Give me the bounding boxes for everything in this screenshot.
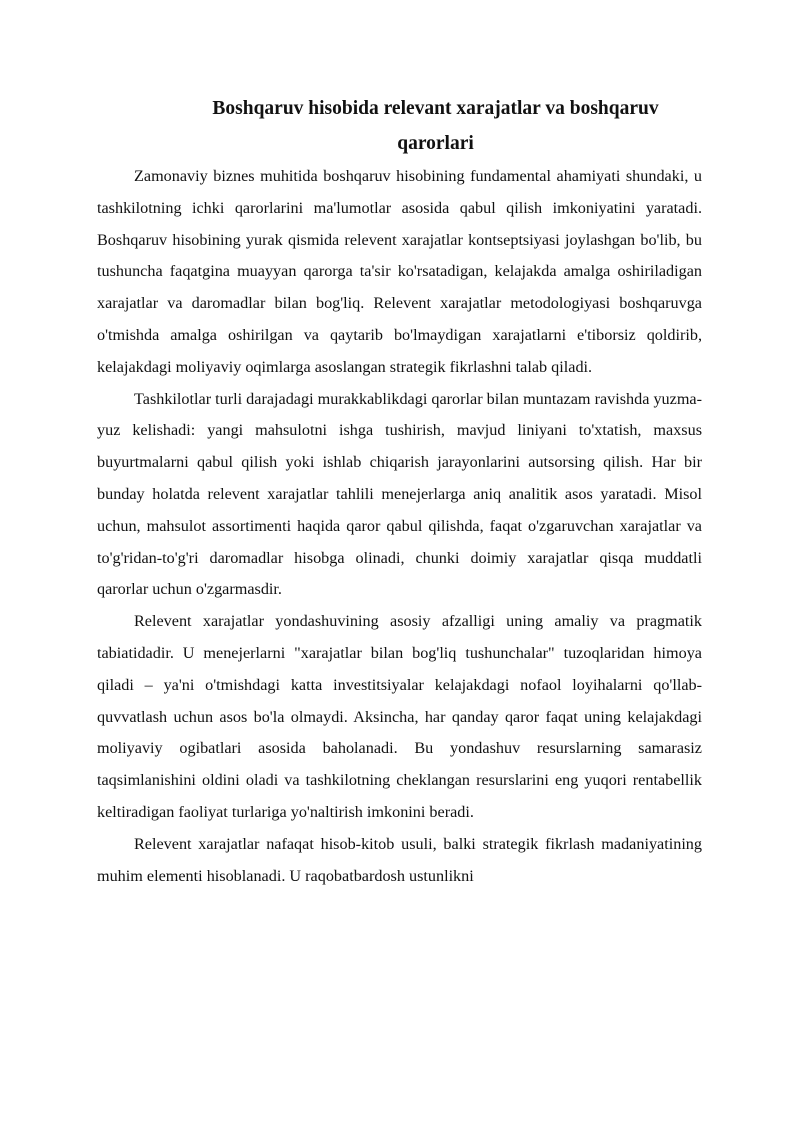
paragraph-4: Relevent xarajatlar nafaqat hisob-kitob usuli, balki strategik fikrlash madaniyatining muhim elementi hisoblanadi. U raqobatbardosh ustunlikni (97, 834, 702, 885)
title-line-2: qarorlari (397, 133, 474, 154)
document-title (97, 91, 702, 161)
paragraph-2: Tashkilotlar turli darajadagi murakkablikdagi qarorlar bilan muntazam ravishda yuzma-yuz kelishadi: yangi mahsulotni ishga tushirish, mavjud liniyani to'xtatish, maxsus buyurtmalarni qabul qilish yoki ishlab chiqarish jarayonlarini autsorsing qilish. Har bir bunday holatda relevent xarajatlar tahlili menejerlarga aniq analitik asos yaratadi. Misol uchun, mahsulot assortimenti haqida qaror qabul qilishda, faqat o'zgaruvchan xarajatlar va to'g'ridan-to'g'ri daromadlar hisobga olinadi, chunki doimiy xarajatlar qisqa muddatli qarorlar uchun o'zgarmasdir. (97, 389, 702, 599)
title-line-1: Boshqaruv hisobida relevant xarajatlar va boshqaruv (212, 98, 659, 119)
document-page (97, 91, 702, 892)
paragraph-3: Relevent xarajatlar yondashuvining asosiy afzalligi uning amaliy va pragmatik tabiatidadir. U menejerlarni "xarajatlar bilan bog'liq tushunchalar" tuzoqlaridan himoya qiladi – ya'ni o'tmishdagi katta investitsiyalar kelajakdagi nofaol loyihalarni qo'llab-quvvatlash uchun asos bo'la olmaydi. Aksincha, har qanday qaror faqat uning kelajakdagi moliyaviy ogibatlari asosida baholanadi. Bu yondashuv resurslarning samarasiz taqsimlanishini oldini oladi va tashkilotning cheklangan resurslarini eng yuqori rentabellik keltiradigan faoliyat turlariga yo'naltirish imkonini beradi. (97, 612, 702, 821)
paragraph-1: Zamonaviy biznes muhitida boshqaruv hisobining fundamental ahamiyati shundaki, u tashkilotning ichki qarorlarini ma'lumotlar asosida qabul qilish imkoniyatini yaratadi. Boshqaruv hisobining yurak qismida relevent xarajatlar kontseptsiyasi joylashgan bo'lib, bu tushuncha faqatgina muayyan qarorga ta'sir ko'rsatadigan, kelajakda amalga oshiriladigan xarajatlar va daromadlar bilan bog'liq. Relevent xarajatlar metodologiyasi boshqaruvga o'tmishda amalga oshirilgan va qaytarib bo'lmaydigan xarajatlarni e'tiborsiz qoldirib, kelajakdagi moliyaviy oqimlarga asoslangan strategik fikrlashni talab qiladi. (97, 167, 702, 376)
